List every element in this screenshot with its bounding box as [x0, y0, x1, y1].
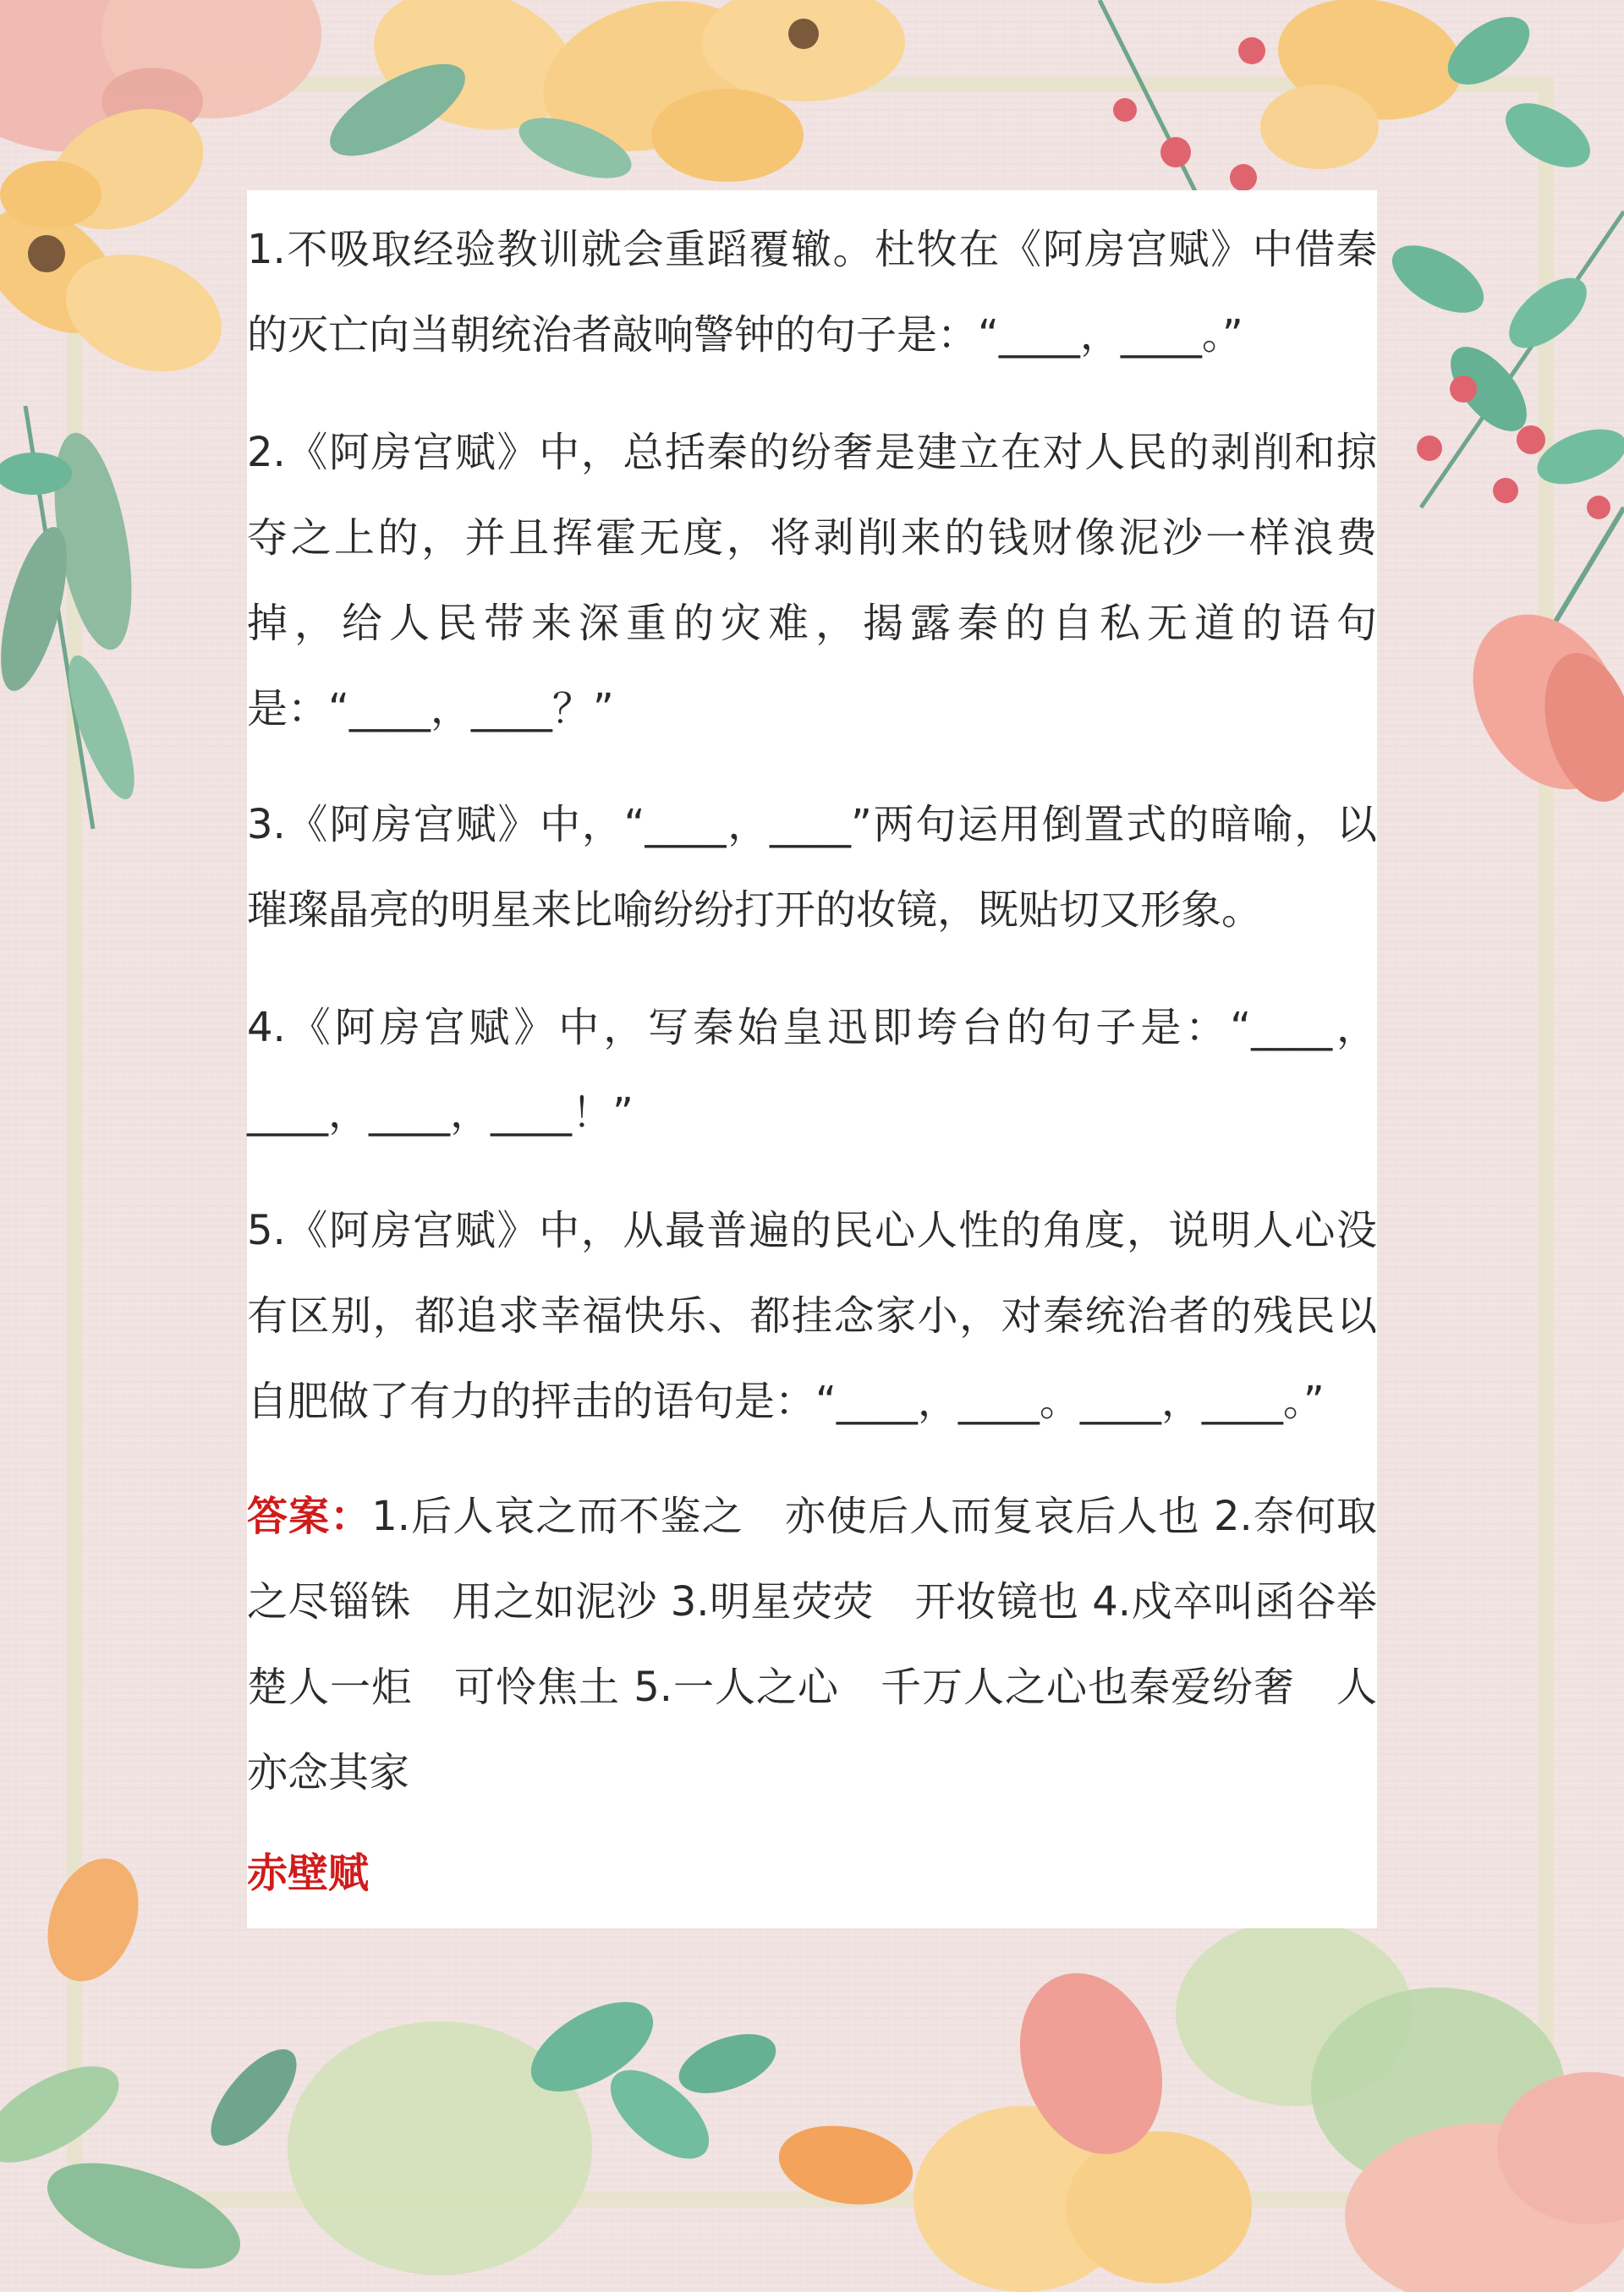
- section-heading: 赤壁赋: [247, 1850, 370, 1897]
- answer-text: 1.后人哀之而不鉴之 亦使后人而复哀后人也 2.奈何取之尽锱铢 用之如泥沙 3.明星荧荧 开妆镜也 4.戍卒叫函谷举 楚人一炬 可怜焦土 5.一人之心 千万人之心也秦爱纷奢 人亦念其家: [247, 1493, 1418, 1796]
- answer-block: [247, 1474, 1418, 1816]
- question-3: 3.《阿房宫赋》中，“____，____”两句运用倒置式的暗喻，以璀璨晶亮的明星来比喻纷纷打开的妆镜，既贴切又形象。: [247, 801, 1377, 934]
- content-panel: [247, 190, 1418, 1928]
- question-1: 1.不吸取经验教训就会重蹈覆辙。杜牧在《阿房宫赋》中借秦的灭亡向当朝统治者敲响警钟的句子是：“____，____。”: [247, 226, 1377, 359]
- question-2: 2.《阿房宫赋》中，总括秦的纷奢是建立在对人民的剥削和掠夺之上的，并且挥霍无度，将剥削来的钱财像泥沙一样浪费掉，给人民带来深重的灾难，揭露秦的自私无道的语句是：“____，____？”: [247, 429, 1377, 732]
- question-4: 4.《阿房宫赋》中，写秦始皇迅即垮台的句子是：“____，____，____，____！”: [247, 1004, 1377, 1137]
- question-5: 5.《阿房宫赋》中，从最普遍的民心人性的角度，说明人心没有区别，都追求幸福快乐、都挂念家小，对秦统治者的残民以自肥做了有力的抨击的语句是：“____，____。____，____。”: [247, 1207, 1377, 1425]
- answer-label: 答案：: [247, 1493, 372, 1540]
